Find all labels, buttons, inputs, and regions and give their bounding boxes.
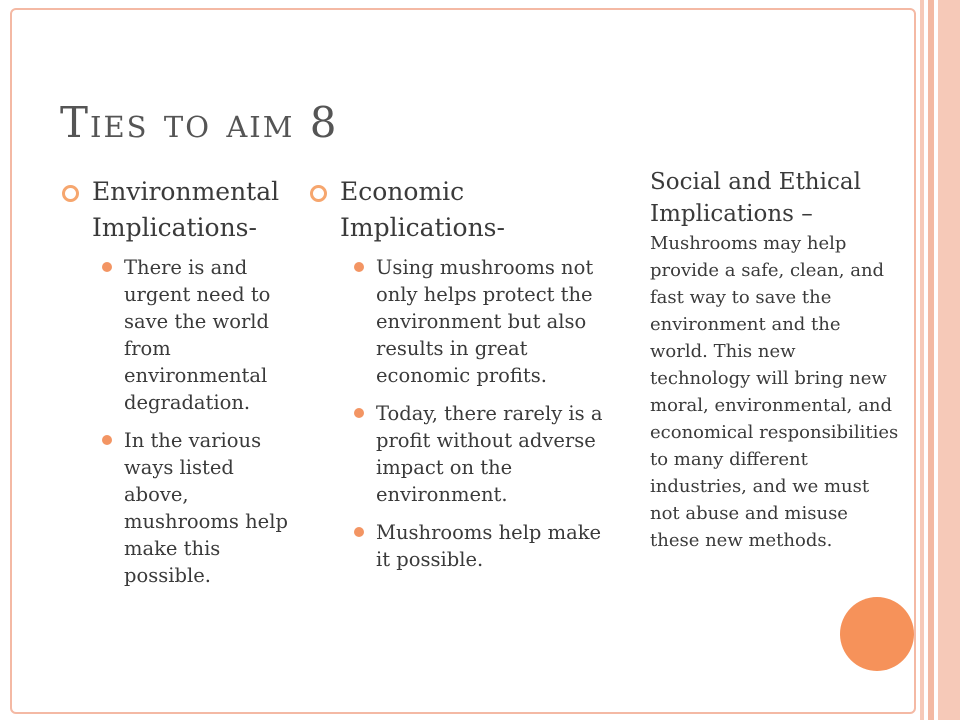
bullet-text: Today, there rarely is a profit without adverse impact on the environment. [376, 402, 603, 506]
environmental-bullets [62, 254, 294, 589]
ring-bullet-icon [310, 185, 327, 202]
list-item [102, 254, 294, 416]
slide-title: Ties to aim 8 [60, 98, 339, 147]
bullet-text: There is and urgent need to save the world from environmental degradation. [124, 256, 271, 414]
dot-bullet-icon [354, 408, 364, 418]
list-item [102, 427, 294, 589]
ring-bullet-icon [62, 185, 79, 202]
bullet-text: Using mushrooms not only helps protect the environment but also results in great economic profits. [376, 256, 594, 387]
economic-bullets [310, 254, 610, 573]
environmental-column [62, 174, 294, 600]
decorative-circle [840, 597, 914, 671]
list-item [354, 519, 610, 573]
economic-column [310, 174, 610, 584]
environmental-heading-item [62, 174, 294, 246]
list-item [354, 400, 610, 508]
list-item [354, 254, 610, 389]
bullet-text: Mushrooms help make it possible. [376, 521, 602, 571]
dot-bullet-icon [102, 435, 112, 445]
dot-bullet-icon [102, 262, 112, 272]
social-ethical-heading: Social and Ethical Implications – [650, 169, 861, 227]
decorative-stripes [920, 0, 960, 720]
social-ethical-column [650, 166, 900, 554]
economic-heading: Economic Implications- [340, 177, 505, 242]
dot-bullet-icon [354, 527, 364, 537]
dot-bullet-icon [354, 262, 364, 272]
bullet-text: In the various ways listed above, mushrooms help make this possible. [124, 429, 288, 587]
social-ethical-body: Mushrooms may help provide a safe, clean, and fast way to save the environment and the world. This new technology will bring new moral, environmental, and economical responsibilities to many different industries, and we must not abuse and misuse these new methods. [650, 233, 899, 551]
economic-heading-item [310, 174, 610, 246]
environmental-heading: Environmental Implications- [92, 177, 280, 242]
